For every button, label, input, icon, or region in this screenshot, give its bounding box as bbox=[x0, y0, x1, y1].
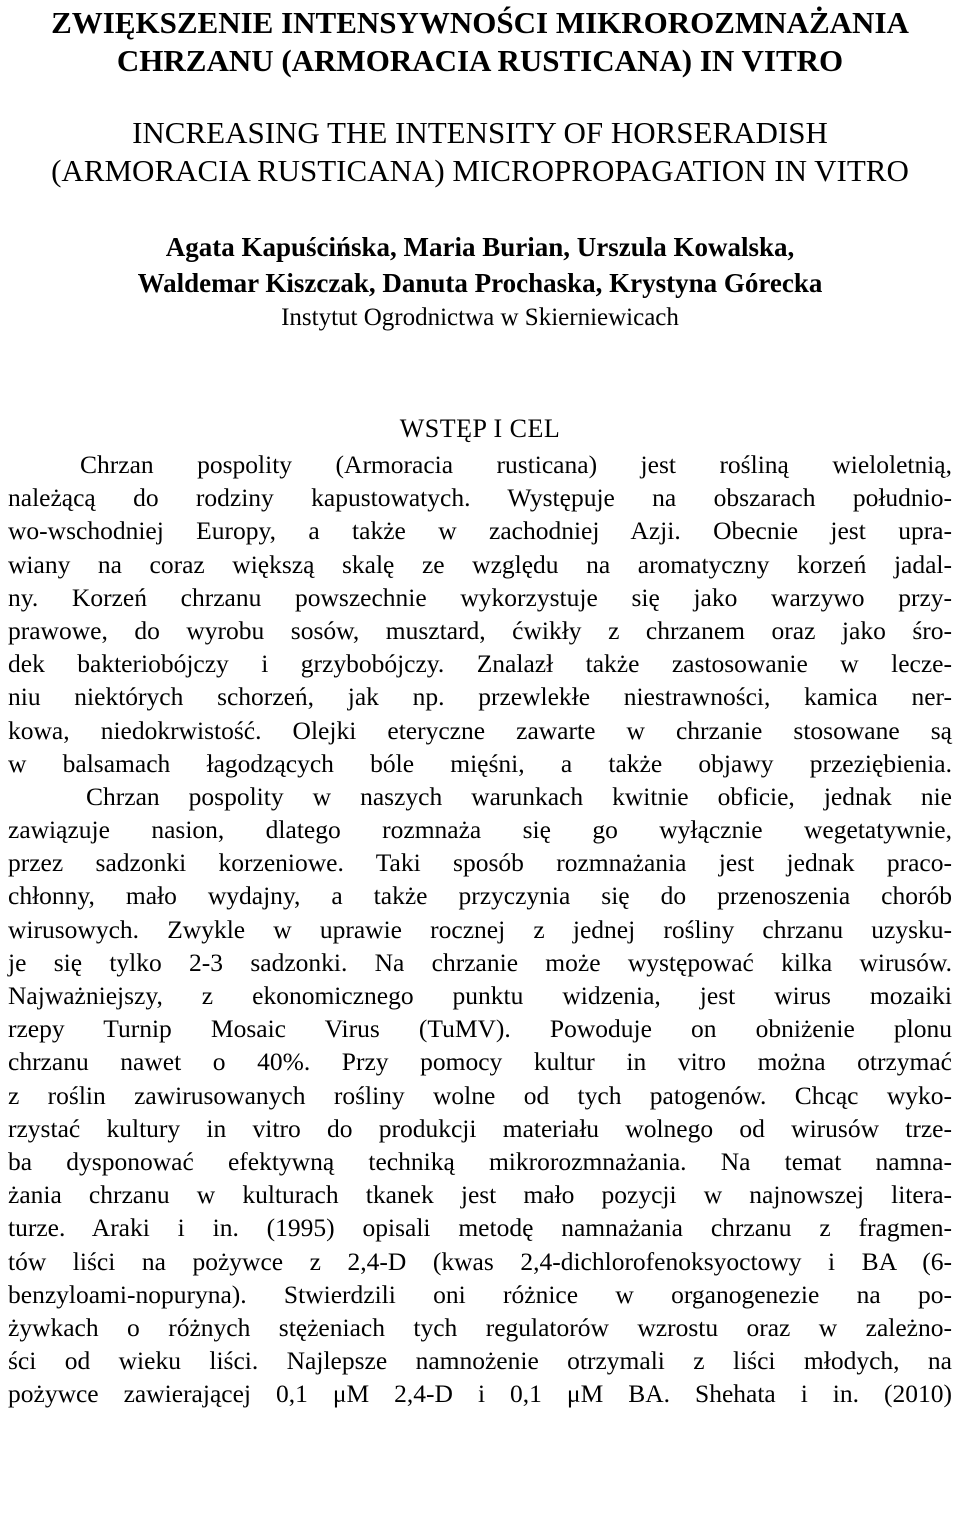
affiliation: Instytut Ogrodnictwa w Skierniewicach bbox=[281, 304, 679, 331]
body-line: ny. Korzeń chrzanu powszechnie wykorzystuje się jako warzywo przy- bbox=[8, 582, 952, 612]
body-line: rzystać kultury in vitro do produkcji materiału wolnego od wirusów trze- bbox=[8, 1113, 952, 1143]
title-english bbox=[0, 114, 960, 190]
body-line: chrzanu nawet o 40%. Przy pomocy kultur in vitro można otrzymać bbox=[8, 1047, 952, 1077]
body-line: tów liści na pożywce z 2,4-D (kwas 2,4-dichlorofenoksyoctowy i BA (6- bbox=[8, 1246, 952, 1276]
authors-line-1: Agata Kapuścińska, Maria Burian, Urszula Kowalska, bbox=[165, 232, 795, 262]
body-line: turze. Araki i in. (1995) opisali metodę namnażania chrzanu z fragmen- bbox=[8, 1213, 952, 1243]
body-line: Chrzan pospolity w naszych warunkach kwitnie obficie, jednak nie bbox=[86, 781, 952, 811]
body-line: zawiązuje nasion, dlatego rozmnaża się go wyłącznie wegetatywnie, bbox=[8, 815, 952, 845]
body-line: rzepy Turnip Mosaic Virus (TuMV). Powoduje on obniżenie plonu bbox=[8, 1014, 952, 1044]
body-line: żania chrzanu w kulturach tkanek jest mało pozycji w najnowszej litera- bbox=[8, 1180, 952, 1210]
body-line: wiany na coraz większą skalę ze względu na aromatyczny korzeń jadal- bbox=[8, 549, 952, 579]
body-line: prawowe, do wyrobu sosów, musztard, ćwikły z chrzanem oraz jako śro- bbox=[8, 615, 952, 645]
body-text bbox=[8, 448, 952, 1410]
author-list bbox=[0, 229, 960, 301]
title-english-line-2: (ARMORACIA RUSTICANA) MICROPROPAGATION IN VITRO bbox=[51, 153, 909, 188]
body-line: pożywce zawierającej 0,1 μM 2,4-D i 0,1 μM BA. Shehata i in. (2010) bbox=[8, 1379, 952, 1409]
body-line: je się tylko 2-3 sadzonki. Na chrzanie może występować kilka wirusów. bbox=[8, 947, 952, 977]
body-line: Chrzan pospolity (Armoracia rusticana) jest rośliną wieloletnią, bbox=[80, 450, 952, 479]
body-line: w balsamach łagodzących bóle mięśni, a także objawy przeziębienia. bbox=[8, 748, 952, 778]
body-line: przez sadzonki korzeniowe. Taki sposób rozmnażania jest jednak praco- bbox=[8, 848, 952, 878]
body-line: żywkach o różnych stężeniach tych regulatorów wzrostu oraz w zależno- bbox=[8, 1312, 952, 1342]
body-line: wirusowych. Zwykle w uprawie rocznej z jednej rośliny chrzanu uzysku- bbox=[8, 914, 952, 944]
body-line: kowa, niedokrwistość. Olejki eteryczne zawarte w chrzanie stosowane są bbox=[8, 715, 952, 745]
body-line: dek bakteriobójczy i grzybobójczy. Znalazł także zastosowanie w lecze- bbox=[8, 649, 952, 679]
body-line: chłonny, mało wydajny, a także przyczynia się do przenoszenia chorób bbox=[8, 881, 952, 911]
title-english-line-1: INCREASING THE INTENSITY OF HORSERADISH bbox=[132, 115, 828, 150]
title-polish-line-1: ZWIĘKSZENIE INTENSYWNOŚCI MIKROROZMNAŻANIA bbox=[51, 5, 909, 40]
title-polish bbox=[0, 4, 960, 80]
body-line: Najważniejszy, z ekonomicznego punktu widzenia, jest wirus mozaiki bbox=[8, 981, 952, 1010]
body-line: wo-wschodniej Europy, a także w zachodniej Azji. Obecnie jest upra- bbox=[8, 516, 952, 546]
authors-line-2: Waldemar Kiszczak, Danuta Prochaska, Krystyna Górecka bbox=[137, 268, 823, 298]
body-line: niu niektórych schorzeń, jak np. przewlekłe niestrawności, kamica ner- bbox=[8, 682, 952, 712]
title-polish-line-2: CHRZANU (ARMORACIA RUSTICANA) IN VITRO bbox=[116, 43, 844, 78]
body-line: należącą do rodziny kapustowatych. Występuje na obszarach południo- bbox=[8, 483, 952, 513]
body-line: ba dysponować efektywną techniką mikrorozmnażania. Na temat namna- bbox=[8, 1146, 952, 1176]
body-line: ści od wieku liści. Najlepsze namnożenie otrzymali z liści młodych, na bbox=[8, 1346, 952, 1376]
body-line: z roślin zawirusowanych rośliny wolne od tych patogenów. Chcąc wyko- bbox=[8, 1080, 952, 1110]
section-heading: WSTĘP I CEL bbox=[399, 414, 561, 443]
body-line: benzyloami-nopuryna). Stwierdzili oni różnice w organogenezie na po- bbox=[8, 1279, 952, 1309]
